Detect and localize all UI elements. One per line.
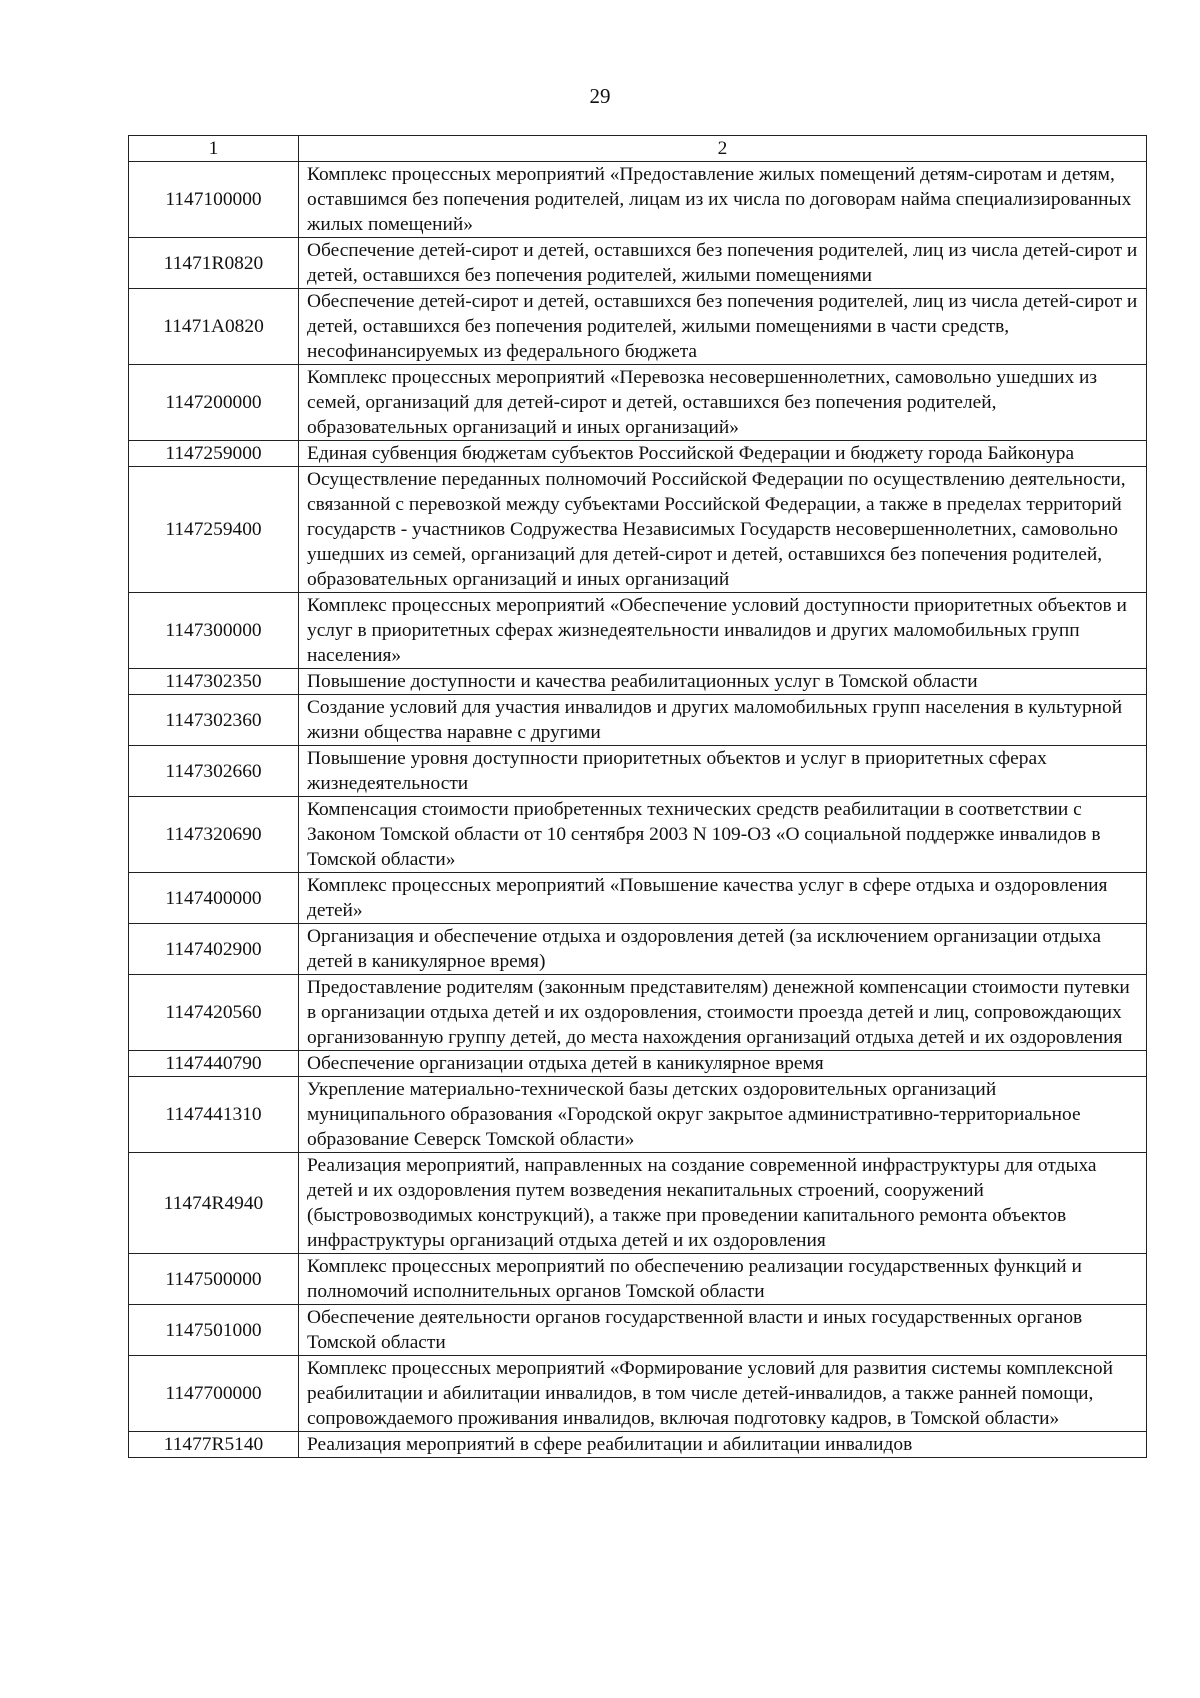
row-description: Единая субвенция бюджетам субъектов Российской Федерации и бюджету города Байконура (299, 441, 1147, 467)
table-row (129, 162, 1147, 238)
table-row (129, 1254, 1147, 1305)
table-row (129, 975, 1147, 1051)
table-row (129, 924, 1147, 975)
table-row (129, 695, 1147, 746)
column-header-description: 2 (299, 136, 1147, 162)
row-description: Реализация мероприятий в сфере реабилитации и абилитации инвалидов (299, 1432, 1147, 1458)
table-row (129, 289, 1147, 365)
table-header-row (129, 136, 1147, 162)
table-row (129, 1356, 1147, 1432)
row-code: 1147700000 (129, 1356, 299, 1432)
table-row (129, 1051, 1147, 1077)
row-code: 1147420560 (129, 975, 299, 1051)
row-code: 1147302350 (129, 669, 299, 695)
row-description: Повышение уровня доступности приоритетных объектов и услуг в приоритетных сферах жизнедеятельности (299, 746, 1147, 797)
row-description: Реализация мероприятий, направленных на создание современной инфраструктуры для отдыха детей и их оздоровления путем возведения некапитальных строений, сооружений (быстровозводимых конструкций), а также при проведении капитального ремонта объектов инфраструктуры организаций отдыха детей и их оздоровления (299, 1153, 1147, 1254)
row-description: Комплекс процессных мероприятий «Предоставление жилых помещений детям-сиротам и детям, оставшимся без попечения родителей, лицам из их числа по договорам найма специализированных жилых помещений» (299, 162, 1147, 238)
row-code: 1147300000 (129, 593, 299, 669)
row-code: 1147441310 (129, 1077, 299, 1153)
row-description: Комплекс процессных мероприятий «Повышение качества услуг в сфере отдыха и оздоровления детей» (299, 873, 1147, 924)
table-row (129, 1432, 1147, 1458)
row-code: 1147200000 (129, 365, 299, 441)
row-code: 1147402900 (129, 924, 299, 975)
row-code: 11471R0820 (129, 238, 299, 289)
table-row (129, 1077, 1147, 1153)
row-code: 1147259000 (129, 441, 299, 467)
row-description: Компенсация стоимости приобретенных технических средств реабилитации в соответствии с Законом Томской области от 10 сентября 2003 N 109-ОЗ «О социальной поддержке инвалидов в Томской области» (299, 797, 1147, 873)
table-row (129, 746, 1147, 797)
row-code: 1147320690 (129, 797, 299, 873)
row-description: Организация и обеспечение отдыха и оздоровления детей (за исключением организации отдыха детей в каникулярное время) (299, 924, 1147, 975)
row-code: 1147500000 (129, 1254, 299, 1305)
row-description: Обеспечение организации отдыха детей в каникулярное время (299, 1051, 1147, 1077)
page-number: 29 (589, 84, 611, 108)
row-code: 11477R5140 (129, 1432, 299, 1458)
row-description: Обеспечение деятельности органов государственной власти и иных государственных органов Томской области (299, 1305, 1147, 1356)
row-code: 1147400000 (129, 873, 299, 924)
row-description: Предоставление родителям (законным представителям) денежной компенсации стоимости путевки в организации отдыха детей и их оздоровления, стоимости проезда детей и лиц, сопровождающих организованную группу детей, до места нахождения организаций отдыха детей и их оздоровления (299, 975, 1147, 1051)
row-description: Обеспечение детей-сирот и детей, оставшихся без попечения родителей, лиц из числа детей-сирот и детей, оставшихся без попечения родителей, жилыми помещениями в части средств, несофинансируемых из федерального бюджета (299, 289, 1147, 365)
table-row (129, 238, 1147, 289)
table-row (129, 873, 1147, 924)
row-code: 1147501000 (129, 1305, 299, 1356)
row-description: Обеспечение детей-сирот и детей, оставшихся без попечения родителей, лиц из числа детей-сирот и детей, оставшихся без попечения родителей, жилыми помещениями (299, 238, 1147, 289)
table-row (129, 441, 1147, 467)
table-row (129, 1305, 1147, 1356)
row-description: Осуществление переданных полномочий Российской Федерации по осуществлению деятельности, связанной с перевозкой между субъектами Российской Федерации, а также в пределах территорий государств - участников Содружества Независимых Государств несовершеннолетних, самовольно ушедших из семей, организаций для детей-сирот и детей, оставшихся без попечения родителей, образовательных организаций и иных организаций (299, 467, 1147, 593)
row-description: Создание условий для участия инвалидов и других маломобильных групп населения в культурной жизни общества наравне с другими (299, 695, 1147, 746)
row-description: Комплекс процессных мероприятий «Обеспечение условий доступности приоритетных объектов и услуг в приоритетных сферах жизнедеятельности инвалидов и других маломобильных групп населения» (299, 593, 1147, 669)
row-code: 11474R4940 (129, 1153, 299, 1254)
row-code: 1147302660 (129, 746, 299, 797)
row-description: Комплекс процессных мероприятий «Формирование условий для развития системы комплексной реабилитации и абилитации инвалидов, в том числе детей-инвалидов, а также ранней помощи, сопровождаемого проживания инвалидов, включая подготовку кадров, в Томской области» (299, 1356, 1147, 1432)
budget-classification-table (128, 135, 1147, 1458)
table-row (129, 467, 1147, 593)
row-description: Комплекс процессных мероприятий по обеспечению реализации государственных функций и полномочий исполнительных органов Томской области (299, 1254, 1147, 1305)
table-row (129, 797, 1147, 873)
row-description: Повышение доступности и качества реабилитационных услуг в Томской области (299, 669, 1147, 695)
row-description: Укрепление материально-технической базы детских оздоровительных организаций муниципального образования «Городской округ закрытое административно-территориальное образование Северск Томской области» (299, 1077, 1147, 1153)
column-header-code: 1 (129, 136, 299, 162)
row-code: 1147302360 (129, 695, 299, 746)
row-code: 1147440790 (129, 1051, 299, 1077)
table-row (129, 593, 1147, 669)
row-code: 11471A0820 (129, 289, 299, 365)
table-row (129, 669, 1147, 695)
row-code: 1147259400 (129, 467, 299, 593)
table-row (129, 1153, 1147, 1254)
row-code: 1147100000 (129, 162, 299, 238)
table-row (129, 365, 1147, 441)
row-description: Комплекс процессных мероприятий «Перевозка несовершеннолетних, самовольно ушедших из семей, организаций для детей-сирот и детей, оставшихся без попечения родителей, образовательных организаций и иных организаций» (299, 365, 1147, 441)
